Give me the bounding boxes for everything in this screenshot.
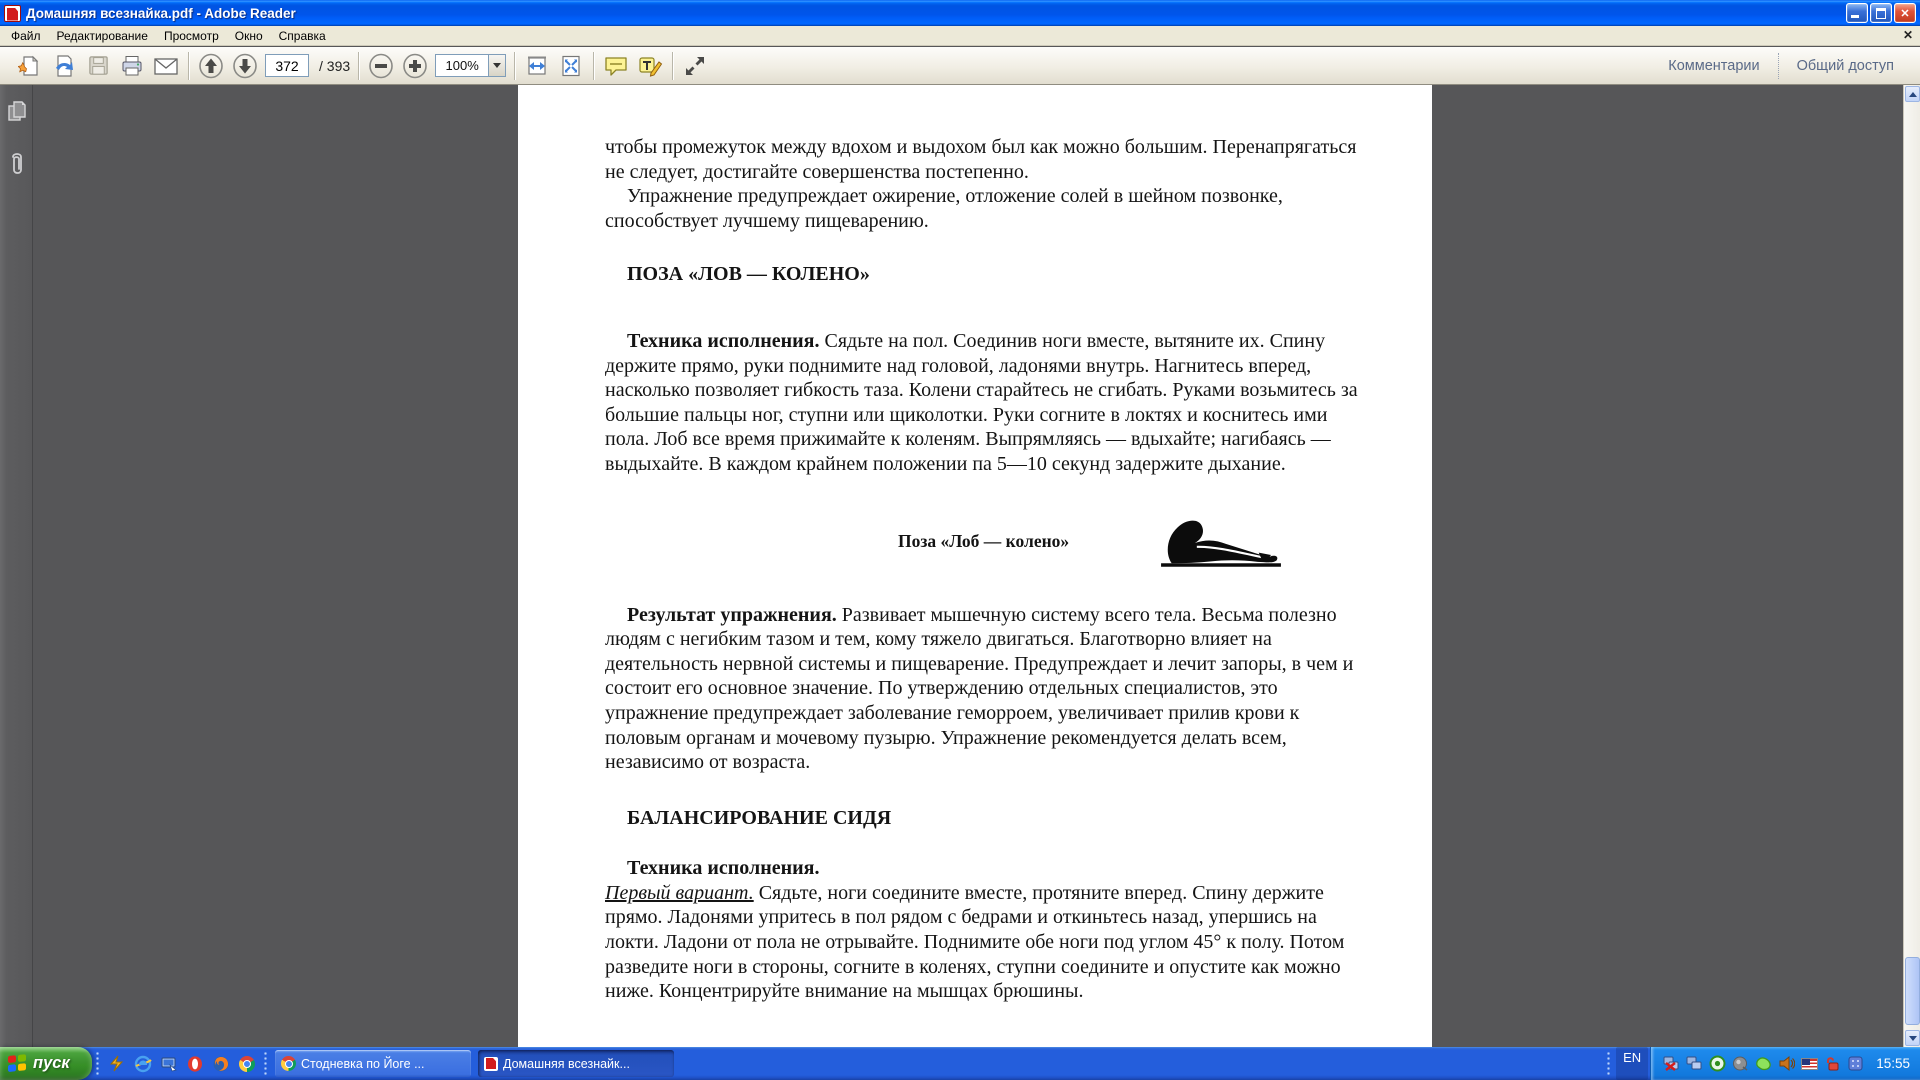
pdf-file-icon xyxy=(484,1057,498,1071)
quick-launch-app-icon[interactable] xyxy=(107,1054,126,1073)
paragraph-lead: Техника исполнения. xyxy=(627,329,820,352)
paragraph-text: Сядьте, ноги соедините вместе, протяните вперед. Спину держите прямо. Ладонями упритесь в пол рядом с бедрами и откиньтесь назад, упершись на локти. Ладони от пола не отрывайте. Поднимите обе ноги под углом 45° к полу. Потом разведите ноги в стороны, согните в коленях, ступни соедините и опустите как можно ниже. Концентрируйте внимание на мышцах брюшины. xyxy=(605,881,1345,1003)
share-panel-button[interactable]: Общий доступ xyxy=(1796,57,1894,74)
paragraph-lead: Техника исполнения. xyxy=(627,857,820,880)
fit-width-icon[interactable] xyxy=(523,52,551,80)
restore-button[interactable] xyxy=(1870,3,1892,23)
figure-caption: Поза «Лоб — колено» xyxy=(898,531,1070,552)
start-button[interactable] xyxy=(0,1047,92,1080)
next-page-icon[interactable] xyxy=(231,52,259,80)
task-button-label: Стодневка по Йоге ... xyxy=(301,1056,425,1071)
system-tray xyxy=(1650,1047,1920,1080)
language-indicator[interactable]: EN xyxy=(1616,1047,1648,1080)
antivirus-icon[interactable] xyxy=(1709,1055,1726,1072)
zoom-level-value: 100% xyxy=(445,58,479,73)
firefox-icon[interactable] xyxy=(211,1054,230,1073)
previous-view-icon[interactable] xyxy=(50,52,78,80)
chevron-up-icon xyxy=(1909,92,1917,97)
fullscreen-icon[interactable] xyxy=(681,52,709,80)
opera-icon[interactable] xyxy=(185,1054,204,1073)
menu-file[interactable]: Файл xyxy=(11,28,41,43)
window-title: Домашняя всезнайка.pdf - Adobe Reader xyxy=(26,5,296,21)
messenger-icon[interactable] xyxy=(1755,1055,1772,1072)
scroll-up-button[interactable] xyxy=(1905,86,1920,102)
comment-icon[interactable] xyxy=(602,52,630,80)
menu-view[interactable]: Просмотр xyxy=(163,28,219,43)
paragraph: Упражнение предупреждает ожирение, отложение солей в шейном позвонке, способствует лучшему пищеварению. xyxy=(605,185,1283,232)
internet-explorer-icon[interactable] xyxy=(133,1054,152,1073)
paragraph xyxy=(605,881,1362,1004)
previous-page-icon[interactable] xyxy=(197,52,225,80)
scheduler-icon[interactable] xyxy=(1847,1055,1864,1072)
variant-lead: Первый вариант. xyxy=(605,881,754,904)
paragraph-text: Сядьте на пол. Соединив ноги вместе, вытяните их. Спину держите прямо, руки поднимите над головой, ладонями внутрь. Нагнитесь вперед, насколько позволяет гибкость таза. Колени старайтесь не сгибать. Руками возьмитесь за большие пальцы ног, ступни или щиколотки. Руки согните в локтях и коснитесь ими пола. Лоб все время прижимайте к коленям. Выпрямляясь — вдыхайте; нагибаясь — выдыхайте. В каждом крайнем положении па 5—10 секунд задержите дыхание. xyxy=(605,329,1358,475)
task-button-pdf[interactable] xyxy=(478,1050,674,1077)
vertical-scrollbar[interactable] xyxy=(1903,85,1920,1047)
menu-window[interactable]: Окно xyxy=(234,28,263,43)
pdf-page xyxy=(518,85,1432,1047)
task-button-browser[interactable] xyxy=(275,1050,471,1077)
sign-tool-icon[interactable] xyxy=(636,52,664,80)
paragraph xyxy=(605,329,1362,477)
minimize-button[interactable] xyxy=(1846,3,1868,23)
zoom-out-icon[interactable] xyxy=(367,52,395,80)
start-button-label: пуск xyxy=(33,1054,70,1072)
quick-launch-bar xyxy=(103,1047,260,1080)
menu-help[interactable]: Справка xyxy=(278,28,326,43)
scrollbar-thumb[interactable] xyxy=(1905,957,1920,1025)
section-heading: БАЛАНСИРОВАНИЕ СИДЯ xyxy=(627,806,892,829)
taskbar-grip[interactable] xyxy=(95,1052,100,1075)
save-icon[interactable] xyxy=(84,52,112,80)
paragraph xyxy=(605,603,1362,775)
page-number-input[interactable] xyxy=(265,54,309,77)
paragraph: чтобы промежуток между вдохом и выдохом был как можно большим. Перенапрягаться не следует, достигайте совершенства постепенно. xyxy=(605,136,1357,183)
comments-panel-button[interactable]: Комментарии xyxy=(1668,57,1760,74)
fit-page-icon[interactable] xyxy=(557,52,585,80)
paragraph-text: Развивает мышечную систему всего тела. Весьма полезно людям с негибким тазом и тем, кому тяжело двигаться. Благотворно влияет на деятельность нервной системы и пищеварение. Предупреждает и лечит запоры, в чем и состоит его основное значение. По утверждению отдельных специалистов, это упражнение предупреждает заболевание геморроем, увеличивает прилив крови к половым органам и мочевому пузырю. Упражнение рекомендуется делать всем, независимо от возраста. xyxy=(605,603,1354,774)
print-icon[interactable] xyxy=(118,52,146,80)
zoom-level-combobox[interactable] xyxy=(435,54,506,77)
us-flag-icon[interactable] xyxy=(1801,1055,1818,1072)
section-heading: ПОЗА «ЛОВ — КОЛЕНО» xyxy=(627,263,870,286)
taskbar-clock[interactable]: 15:55 xyxy=(1876,1056,1910,1071)
figure xyxy=(605,513,1362,571)
close-button[interactable]: ✕ xyxy=(1894,3,1916,23)
paragraph-lead: Результат упражнения. xyxy=(627,603,837,626)
task-button-label: Домашняя всезнайк... xyxy=(503,1056,630,1071)
title-bar xyxy=(0,0,1920,26)
menu-edit[interactable]: Редактирование xyxy=(56,28,148,43)
scroll-down-button[interactable] xyxy=(1905,1030,1920,1046)
windows-logo-icon xyxy=(8,1053,28,1073)
email-icon[interactable] xyxy=(152,52,180,80)
audio-app-icon[interactable] xyxy=(1732,1055,1749,1072)
page-total-label: / 393 xyxy=(319,57,351,74)
taskbar-grip[interactable] xyxy=(1606,1052,1611,1075)
zoom-in-icon[interactable] xyxy=(401,52,429,80)
navigation-rail xyxy=(0,85,33,1047)
network-icon[interactable] xyxy=(1686,1055,1703,1072)
show-desktop-icon[interactable] xyxy=(159,1054,178,1073)
chrome-icon xyxy=(281,1056,296,1071)
open-file-icon[interactable] xyxy=(16,52,44,80)
attachments-panel-icon[interactable] xyxy=(5,151,28,177)
taskbar xyxy=(0,1047,1920,1080)
toolbar xyxy=(0,47,1920,85)
pages-panel-icon[interactable] xyxy=(5,99,28,125)
pose-illustration xyxy=(1157,513,1285,571)
zoom-dropdown-button[interactable] xyxy=(488,55,505,76)
document-background xyxy=(33,85,1903,1047)
close-document-icon[interactable]: ✕ xyxy=(1902,28,1913,42)
unlocked-icon[interactable] xyxy=(1824,1055,1841,1072)
chevron-down-icon xyxy=(1909,1036,1917,1041)
chevron-down-icon xyxy=(493,63,501,68)
menu-bar xyxy=(0,26,1920,46)
network-error-icon[interactable] xyxy=(1663,1055,1680,1072)
chrome-icon[interactable] xyxy=(237,1054,256,1073)
adobe-reader-app-icon xyxy=(4,5,21,22)
taskbar-grip[interactable] xyxy=(263,1052,268,1075)
volume-icon[interactable] xyxy=(1778,1055,1795,1072)
